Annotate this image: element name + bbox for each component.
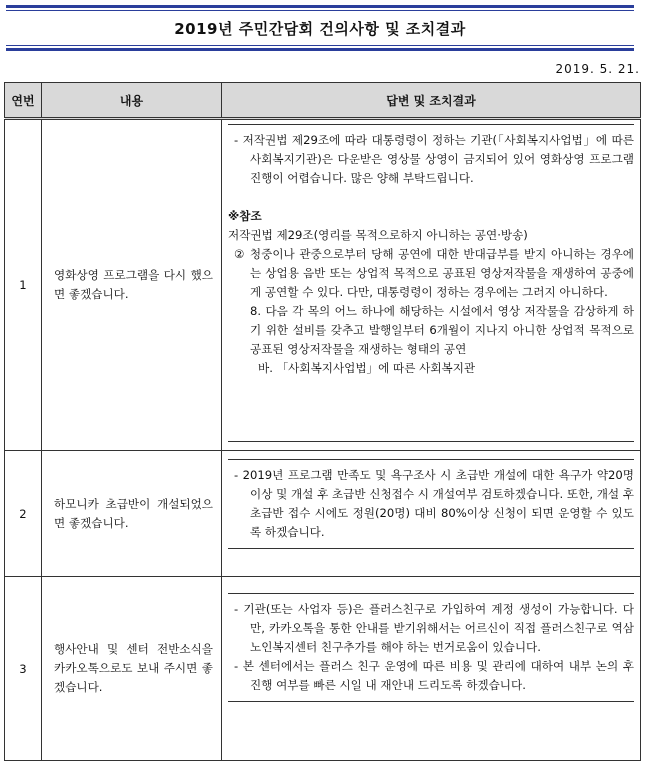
document-title: 2019년 주민간담회 건의사항 및 조치결과	[174, 19, 466, 38]
table-row	[5, 577, 641, 761]
suggestions-table	[4, 82, 641, 761]
answer-box	[228, 124, 634, 442]
row-number: 1	[5, 119, 42, 451]
reference-item-ba: 바. 「사회복지사업법」에 따른 사회복지관	[258, 361, 476, 375]
table-row	[5, 119, 641, 451]
row-number: 2	[5, 451, 42, 577]
answer-second: - 본 센터에서는 플러스 친구 운영에 따른 비용 및 관리에 대하여 내부 논의 후 진행 여부를 빠른 시일 내 재안내 드리도록 하겠습니다.	[234, 659, 634, 692]
reference-item-2: ② 청중이나 관중으로부터 당해 공연에 대한 반대급부를 받지 아니하는 경우에는 상업용 음반 또는 상업적 목적으로 공표된 영상저작물을 재생하여 공중에게 공연할 수 있다. 다만, 대통령령이 정하는 경우에는 그러지 아니하다.	[234, 247, 634, 299]
answer-main: - 기관(또는 사업자 등)은 플러스친구로 가입하여 계정 생성이 가능합니다. 다만, 카카오톡을 통한 안내를 받기위해서는 어르신이 직접 플러스친구로 역삼노인복지센터 친구추가를 해야 하는 번거로움이 있습니다.	[234, 602, 634, 654]
row-content: 행사안내 및 센터 전반소식을 카카오톡으로도 보내 주시면 좋겠습니다.	[42, 577, 222, 761]
row-answer	[222, 119, 641, 451]
answer-main: - 2019년 프로그램 만족도 및 욕구조사 시 초급반 개설에 대한 욕구가 약20명 이상 및 개설 후 초급반 신청접수 시 개설여부 검토하겠습니다. 또한, 개설 후 초급반 접수 시에도 정원(20명) 대비 80%이상 신청이 되면 운영할 수 있도록 하겠습니다.	[234, 468, 634, 539]
row-content: 영화상영 프로그램을 다시 했으면 좋겠습니다.	[42, 119, 222, 451]
document-title-inner	[6, 10, 634, 46]
table-header-row	[5, 83, 641, 119]
reference-item-8: 8. 다음 각 목의 어느 하나에 해당하는 시설에서 영상 저작물을 감상하게 하기 위한 설비를 갖추고 발행일부터 6개월이 지나지 아니한 상업적 목적으로 공표된 영상저작물을 재생하는 형태의 공연	[250, 304, 634, 356]
answer-box	[228, 593, 634, 702]
document-date: 2019. 5. 21.	[555, 62, 640, 76]
header-content: 내용	[42, 83, 222, 119]
row-answer	[222, 451, 641, 577]
document-title-box	[6, 5, 634, 51]
row-answer	[222, 577, 641, 761]
row-content: 하모니카 초급반이 개설되었으면 좋겠습니다.	[42, 451, 222, 577]
answer-main: - 저작권법 제29조에 따라 대통령령이 정하는 기관(「사회복지사업법」에 따른 사회복지기관)은 다운받은 영상물 상영이 금지되어 있어 영화상영 프로그램 진행이 어렵습니다. 많은 양해 부탁드립니다.	[234, 133, 634, 185]
answer-box	[228, 459, 634, 549]
header-answer: 답변 및 조치결과	[222, 83, 641, 119]
header-number: 연번	[5, 83, 42, 119]
reference-title: ※참조	[228, 209, 262, 223]
reference-law: 저작권법 제29조(영리를 목적으로하지 아니하는 공연·방송)	[228, 228, 528, 242]
row-number: 3	[5, 577, 42, 761]
table-row	[5, 451, 641, 577]
